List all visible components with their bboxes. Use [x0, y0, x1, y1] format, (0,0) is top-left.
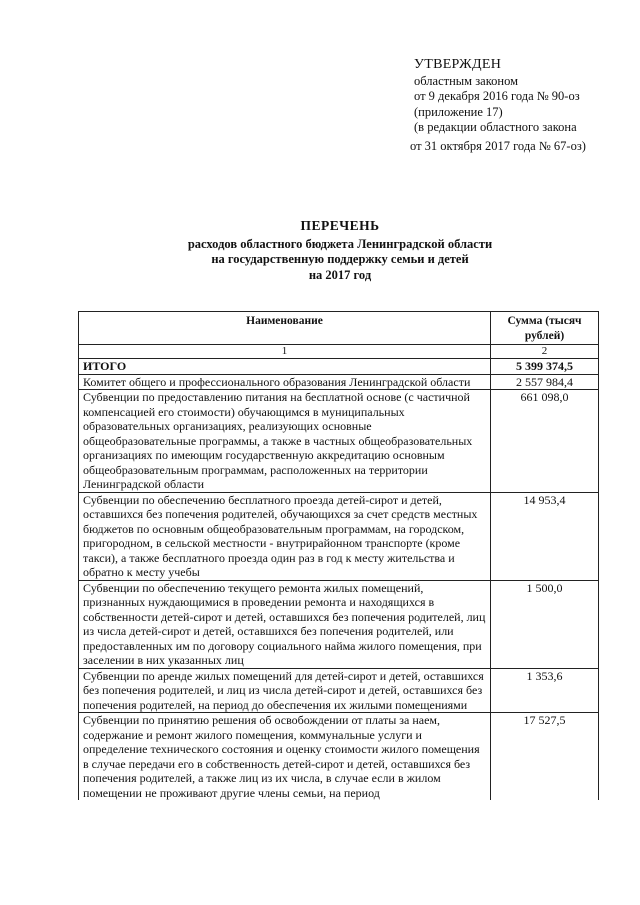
row-name: Субвенции по аренде жилых помещений для детей-сирот и детей, оставшихся без попечения родителей, и лиц из числа детей-сирот и детей, оставшихся без попечения родителей, на период до обеспечения их жилыми помещениями [79, 668, 491, 713]
approval-heading: УТВЕРЖДЕН [414, 57, 502, 72]
table-row [79, 580, 599, 668]
row-name: Субвенции по обеспечению бесплатного проезда детей-сирот и детей, оставшихся без попечения родителей, обучающихся за счет средств местных бюджетов по основным общеобразовательным программам, на городском, пригородном, в сельской местности - внутрирайонном транспорте (кроме такси), а также бесплатного проезда один раз в год к месту жительства и обратно к месту учебы [79, 492, 491, 580]
approval-line: (в редакции областного закона [414, 120, 577, 134]
table-row [79, 668, 599, 713]
approval-line: областным законом [414, 73, 519, 88]
column-numbers-row [79, 345, 599, 359]
column-number: 2 [491, 345, 599, 359]
row-sum: 1 500,0 [491, 580, 599, 668]
approval-line: от 9 декабря 2016 года № 90-оз [414, 89, 580, 103]
approval-line: от 31 октября 2017 года № 67-оз) [410, 138, 586, 153]
table-row [79, 359, 599, 375]
row-name: Субвенции по обеспечению текущего ремонта жилых помещений, признанных нуждающимися в проведении ремонта и находящихся в собственности детей-сирот и детей, оставшихся без попечения родителей, лиц из числа детей-сирот и детей, оставшихся без попечения родителей, или предоставленных им по договору социального найма жилого помещения, при заселении в них указанных лиц [79, 580, 491, 668]
row-sum: 2 557 984,4 [491, 374, 599, 390]
title-line: расходов областного бюджета Ленинградской области [187, 236, 493, 251]
title-main: ПЕРЕЧЕНЬ [300, 218, 380, 233]
row-name: Субвенции по предоставлению питания на бесплатной основе (с частичной компенсацией его стоимости) обучающимся в муниципальных образовательных организациях, реализующих основные общеобразовательные программы, а также в частных общеобразовательных организациях по имеющим государственную аккредитацию основным общеобразовательным программам, расположенных на территории Ленинградской области [79, 390, 491, 493]
table-row [79, 390, 599, 493]
row-sum: 1 353,6 [491, 668, 599, 713]
expenses-table [78, 311, 599, 800]
document-title [100, 218, 580, 283]
row-sum: 17 527,5 [491, 713, 599, 801]
row-sum: 661 098,0 [491, 390, 599, 493]
table-row [79, 374, 599, 390]
title-line: на 2017 год [308, 267, 372, 282]
row-sum: 14 953,4 [491, 492, 599, 580]
row-name: ИТОГО [79, 359, 491, 375]
row-name: Субвенции по принятию решения об освобождении от платы за наем, содержание и ремонт жилого помещения, коммунальные услуги и определение технического состояния и оценку стоимости жилого помещения в случае передачи его в собственность детей-сирот и детей, оставшихся без попечения родителей, а также лиц из их числа, в случае если в жилом помещении не проживают другие члены семьи, на период [79, 713, 491, 801]
approval-stamp [410, 57, 586, 154]
header-sum: Сумма (тысяч рублей) [491, 312, 599, 345]
row-name: Комитет общего и профессионального образования Ленинградской области [79, 374, 491, 390]
table-row [79, 713, 599, 801]
column-number: 1 [79, 345, 491, 359]
table-header-row [79, 312, 599, 345]
header-name: Наименование [79, 312, 491, 345]
title-line: на государственную поддержку семьи и детей [211, 252, 469, 266]
row-sum: 5 399 374,5 [491, 359, 599, 375]
table-row [79, 492, 599, 580]
approval-line: (приложение 17) [414, 104, 503, 119]
